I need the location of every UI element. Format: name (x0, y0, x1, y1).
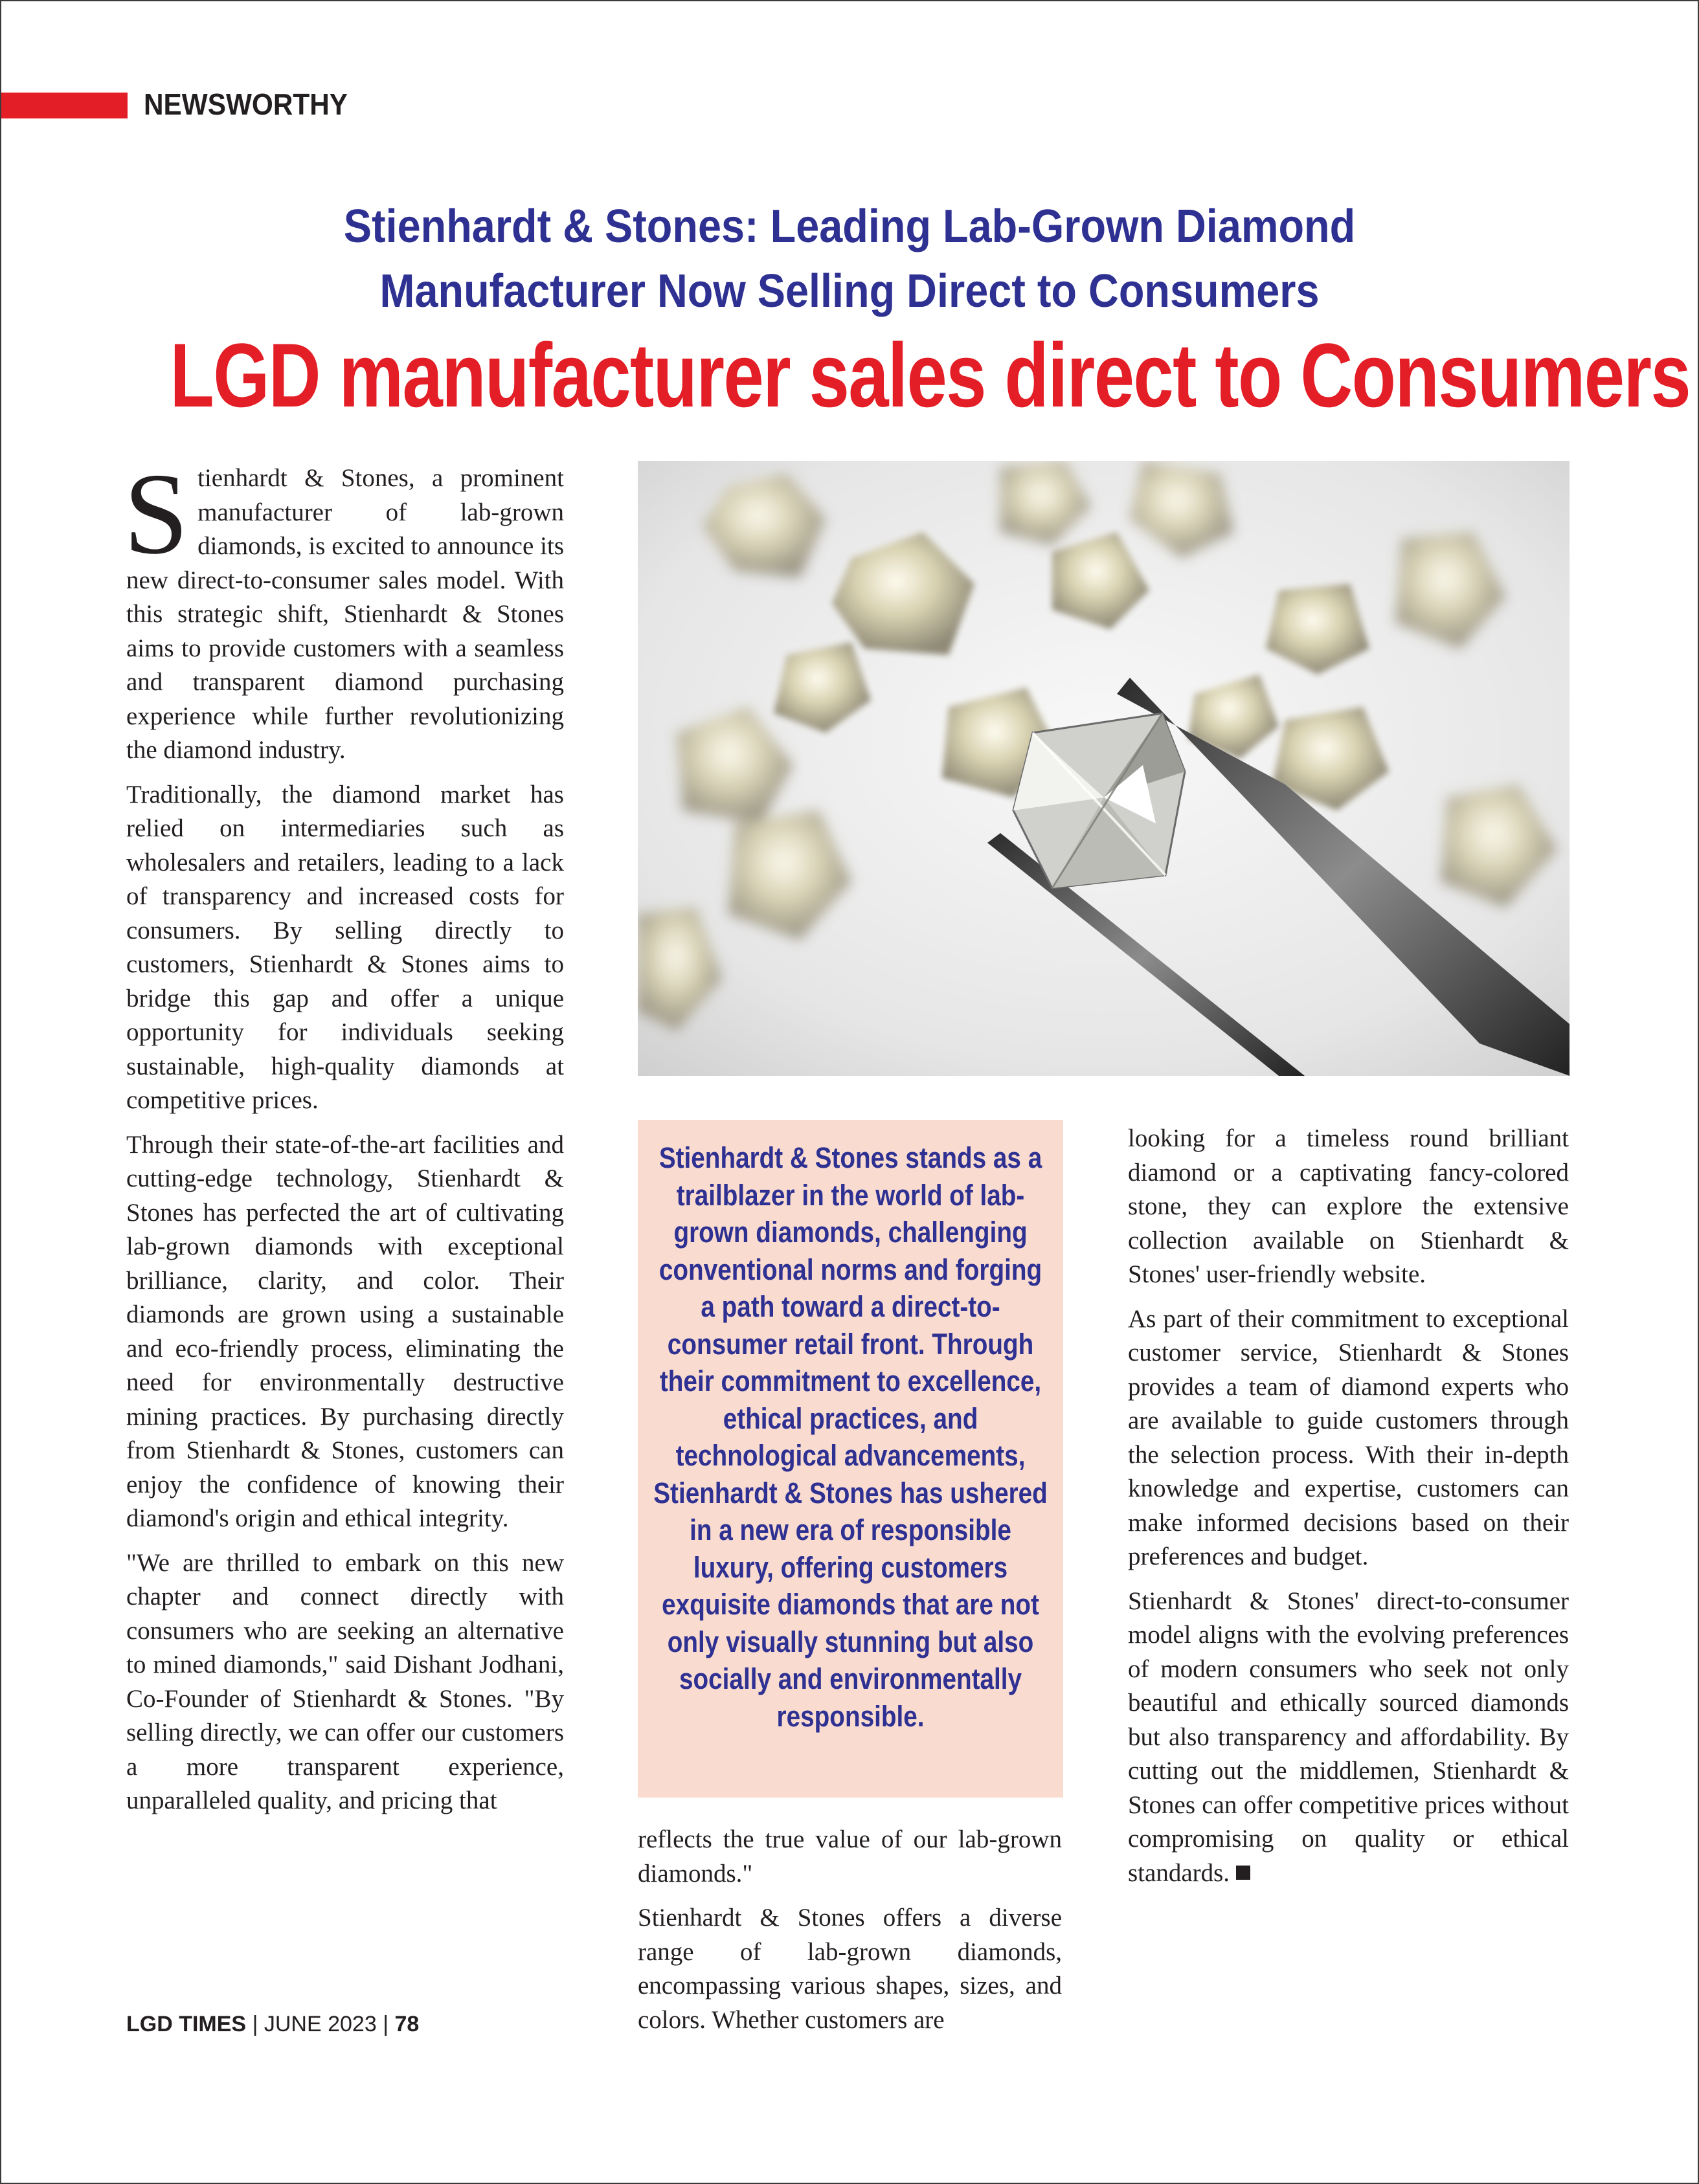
footer-publication: LGD TIMES (126, 2012, 247, 2036)
article-headline: LGD manufacturer sales direct to Consumers (170, 324, 1691, 426)
footer-issue: JUNE 2023 (264, 2012, 377, 2036)
section-label: NEWSWORTHY (144, 87, 348, 121)
section-accent-bar (1, 93, 128, 118)
paragraph (1128, 1585, 1569, 1891)
article-column-1 (124, 449, 564, 2028)
pull-quote (638, 1120, 1063, 1798)
diamond-photo-illustration (638, 461, 1570, 1076)
paragraph: looking for a timeless round brilliant diamond or a captivating fancy-colored stone, they can explore the extensive collection available on Stienhardt & Stones' user-friendly website. (1128, 1124, 1569, 1288)
paragraph: As part of their commitment to exceptional customer service, Stienhardt & Stones provides a team of diamond experts who are available to guide customers through the selection process. With their in-depth knowledge and expertise, customers can make informed decisions based on their preferences and budget. (1128, 1304, 1569, 1570)
pull-quote-text: Stienhardt & Stones stands as a trailblazer in the world of lab-grown diamonds, challenging conventional norms and forging a path toward a direct-to-consumer retail front. Through their commitment to excellence, ethical practices, and technological advancements, Stienhardt & Stones has ushered in a new era of responsible luxury, offering customers exquisite diamonds that are not only visually stunning but also socially and environmentally responsible. (653, 1141, 1048, 1733)
paragraph-text: tienhardt & Stones, a prominent manufacturer of lab-grown diamonds, is excited to announce its new direct-to-consumer sales model. With this strategic shift, Stienhardt & Stones aims to provide customers with a seamless and transparent diamond purchasing experience while further revolutionizing the diamond industry. (126, 464, 564, 764)
page-footer (126, 2012, 419, 2037)
paragraph: Through their state-of-the-art facilities and cutting-edge technology, Stienhardt & Stones has perfected the art of cultivating lab-grown diamonds with exceptional brilliance, clarity, and color. Their diamonds are grown using a sustainable and eco-friendly process, eliminating the need for environmentally destructive mining practices. By purchasing directly from Stienhardt & Stones, customers can enjoy the confidence of knowing their diamond's origin and ethical integrity. (126, 1130, 564, 1532)
paragraph: Traditionally, the diamond market has relied on intermediaries such as wholesalers and retailers, leading to a lack of transparency and increased costs for consumers. By selling directly to customers, Stienhardt & Stones aims to bridge this gap and offer a unique opportunity for individuals seeking sustainable, high-quality diamonds at competitive prices. (126, 780, 564, 1114)
paragraph: "We are thrilled to embark on this new chapter and connect directly with consumers who are seeking an alternative to mined diamonds," said Dishant Jodhani, Co-Founder of Stienhardt & Stones. "By selling directly, we can offer our customers a more transparent experience, unparalleled quality, and pricing that (126, 1548, 564, 1814)
drop-cap: S (124, 449, 189, 578)
footer-separator: | (252, 2012, 258, 2036)
paragraph: Stienhardt & Stones offers a diverse range of lab-grown diamonds, encompassing various shapes, sizes, and colors. Whether customers are (638, 1904, 1062, 2034)
paragraph: reflects the true value of our lab-grown diamonds." (638, 1825, 1062, 1888)
subhead-line-1: Stienhardt & Stones: Leading Lab-Grown Diamond (343, 201, 1356, 252)
article-column-3 (1128, 1122, 1569, 2041)
article-column-2 (638, 1823, 1062, 2034)
subhead-line-2: Manufacturer Now Selling Direct to Consumers (379, 265, 1320, 317)
center-diamond (1013, 713, 1185, 888)
paragraph-text: Stienhardt & Stones' direct-to-consumer model aligns with the evolving preferences of modern consumers who seek not only beautiful and ethically sourced diamonds but also transparency and affordability. By cutting out the middlemen, Stienhardt & Stones can offer competitive prices without compromising on quality or ethical standards. (1128, 1587, 1569, 1887)
footer-separator: | (383, 2012, 389, 2036)
footer-page-number: 78 (394, 2012, 420, 2036)
paragraph (124, 449, 564, 768)
article-subhead (85, 194, 1614, 324)
end-of-article-mark (1236, 1866, 1250, 1880)
diamond-photo (638, 461, 1570, 1076)
